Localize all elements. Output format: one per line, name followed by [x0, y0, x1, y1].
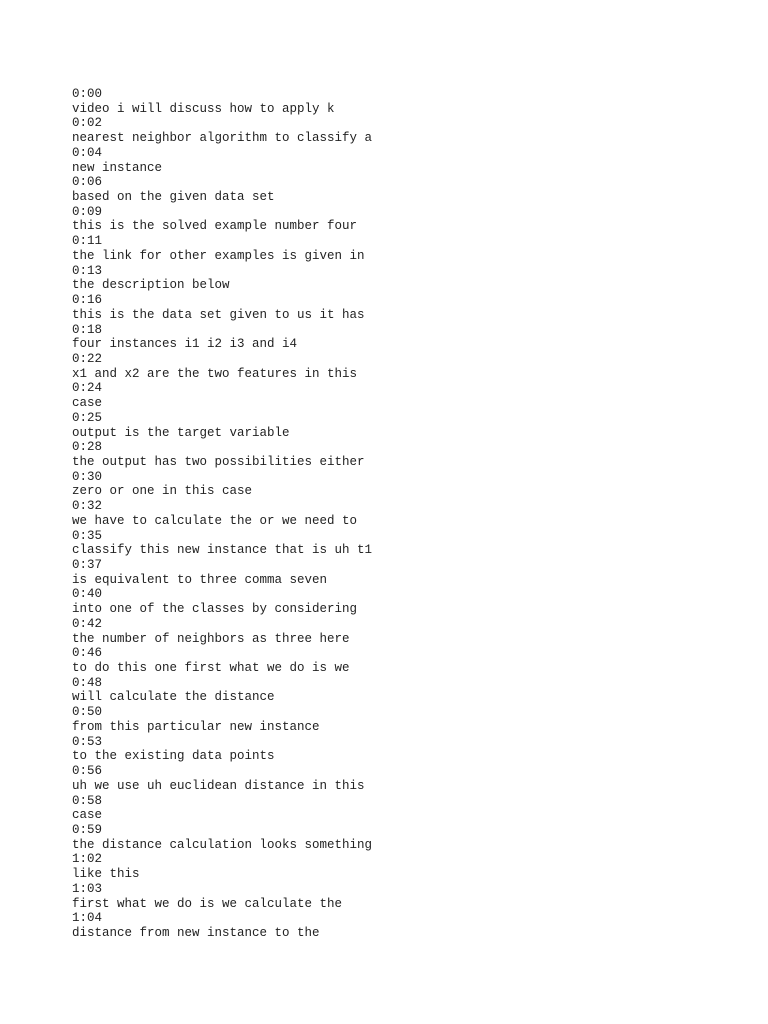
- timestamp: 0:24: [72, 381, 103, 396]
- timestamp: 0:16: [72, 293, 103, 308]
- timestamp: 0:58: [72, 793, 103, 808]
- transcript-line: will calculate the distance: [72, 690, 275, 705]
- transcript-line: case: [72, 396, 103, 411]
- timestamp: 0:13: [72, 263, 103, 278]
- timestamp: 0:50: [72, 705, 103, 720]
- transcript-line: into one of the classes by considering: [72, 602, 358, 617]
- transcript-line: the link for other examples is given in: [72, 248, 365, 263]
- timestamp: 0:30: [72, 469, 103, 484]
- timestamp: 1:03: [72, 881, 103, 896]
- timestamp: 0:25: [72, 410, 103, 425]
- timestamp: 0:04: [72, 145, 103, 160]
- transcript-line: like this: [72, 867, 140, 882]
- timestamp: 0:18: [72, 322, 103, 337]
- timestamp: 0:40: [72, 587, 103, 602]
- transcript-line: x1 and x2 are the two features in this: [72, 366, 358, 381]
- transcript-line: uh we use uh euclidean distance in this: [72, 778, 365, 793]
- timestamp: 0:46: [72, 646, 103, 661]
- timestamp: 0:02: [72, 116, 103, 131]
- timestamp: 0:32: [72, 499, 103, 514]
- transcript-line: the number of neighbors as three here: [72, 631, 350, 646]
- timestamp: 0:53: [72, 734, 103, 749]
- transcript-line: to the existing data points: [72, 749, 275, 764]
- timestamp: 0:28: [72, 440, 103, 455]
- transcript-line: four instances i1 i2 i3 and i4: [72, 337, 298, 352]
- transcript-line: classify this new instance that is uh t1: [72, 543, 373, 558]
- timestamp: 0:06: [72, 175, 103, 190]
- transcript-line: the description below: [72, 278, 230, 293]
- transcript-line: first what we do is we calculate the: [72, 896, 343, 911]
- transcript-line: new instance: [72, 160, 163, 175]
- timestamp: 0:22: [72, 351, 103, 366]
- transcript-line: based on the given data set: [72, 190, 275, 205]
- timestamp: 0:48: [72, 675, 103, 690]
- timestamp: 0:59: [72, 822, 103, 837]
- timestamp: 1:04: [72, 911, 103, 926]
- transcript-line: output is the target variable: [72, 425, 290, 440]
- transcript-line: video i will discuss how to apply k: [72, 101, 335, 116]
- transcript: [72, 87, 372, 941]
- transcript-line: distance from new instance to the: [72, 925, 320, 940]
- timestamp: 1:02: [72, 852, 103, 867]
- timestamp: 0:35: [72, 528, 103, 543]
- transcript-line: the distance calculation looks something: [72, 837, 373, 852]
- transcript-line: this is the solved example number four: [72, 219, 358, 234]
- transcript-line: we have to calculate the or we need to: [72, 513, 358, 528]
- transcript-line: is equivalent to three comma seven: [72, 572, 328, 587]
- transcript-line: nearest neighbor algorithm to classify a: [72, 131, 373, 146]
- timestamp: 0:11: [72, 234, 103, 249]
- timestamp: 0:56: [72, 764, 103, 779]
- transcript-line: to do this one first what we do is we: [72, 661, 350, 676]
- timestamp: 0:42: [72, 616, 103, 631]
- transcript-line: zero or one in this case: [72, 484, 253, 499]
- transcript-line: from this particular new instance: [72, 719, 320, 734]
- timestamp: 0:37: [72, 558, 103, 572]
- transcript-line: case: [72, 808, 103, 823]
- transcript-line: the output has two possibilities either: [72, 454, 365, 469]
- timestamp: 0:00: [72, 87, 103, 101]
- timestamp: 0:09: [72, 204, 103, 219]
- transcript-line: this is the data set given to us it has: [72, 307, 365, 322]
